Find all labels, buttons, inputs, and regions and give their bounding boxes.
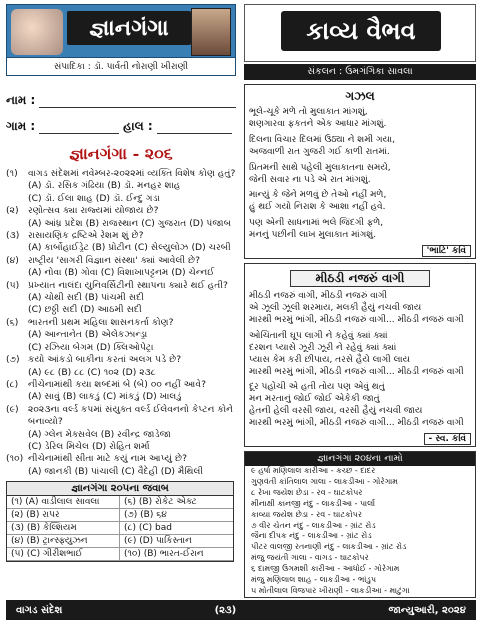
poet-name: - સ્વ. કવિ bbox=[424, 433, 471, 445]
quiz-title: જ્ઞાનગંગા - ૨૦૬ bbox=[69, 144, 173, 163]
question-item bbox=[6, 168, 236, 180]
question-item bbox=[6, 205, 236, 217]
question-number: (૧૦) bbox=[6, 453, 24, 465]
question-text: નીચેનામાંથી સીતા માટે કયું નામ આપ્યું છે? bbox=[28, 453, 187, 465]
poem-mithadi-body bbox=[249, 291, 471, 430]
question-options: (A) જાનકી (B) પાંચાલી (C) વૈદેહી (D) મૈથિલી bbox=[28, 465, 204, 477]
quiz-column bbox=[6, 4, 236, 596]
question-text: વાગડ સંદેશમાં નવેમ્બર-૨૦૨૨માં વ્યક્તિ વિશેષ કોણ હતું? bbox=[28, 168, 236, 179]
question-text: રાસાયણિક દ્રષ્ટિએ રેશમ શું છે? bbox=[28, 230, 144, 242]
winner-name: ૬ દામજી ઉગમશી કારીઆ - આધોઈ - ગોરેગામ bbox=[251, 564, 400, 574]
poem-stanza bbox=[249, 163, 471, 187]
question-item bbox=[6, 317, 236, 329]
question-text: રણોત્સવ ક્યા રાજ્યમાં યોજાય છે? bbox=[28, 205, 159, 217]
poem-line: માન્યું કે જેને મળવું છે તેઓ નહીં મળે, bbox=[249, 190, 387, 201]
answer-item: (૧૦) (B) ભારત-ઈરાન bbox=[120, 548, 233, 561]
poem-mithadi-title: મીઠડી નજરું વાગી bbox=[290, 270, 430, 287]
poem-line: મીઠડી નજરું વાગી, મીઠડી નજરું વાગી bbox=[249, 291, 388, 302]
question-number: (૫) bbox=[6, 279, 20, 291]
hal-label: હાલ : bbox=[123, 119, 153, 133]
hal-blank[interactable] bbox=[157, 120, 232, 134]
question-options: (A) આંધ્ર પ્રદેશ (B) રાજસ્થાન (C) ગુજરાત (D) પંજાબ bbox=[28, 217, 232, 229]
footer-date: જાન્યુઆરી, ૨૦૨૪ bbox=[388, 604, 466, 616]
question-options: (A) આન્તાનેત (B) એલેકઝાન્ડ્રા bbox=[28, 329, 148, 341]
question-item bbox=[6, 453, 236, 465]
answer-item: (૩) (B) કેલ્શિયમ bbox=[7, 522, 120, 535]
question-list bbox=[6, 168, 236, 478]
poem-ghazal bbox=[244, 84, 476, 259]
poem-stanza bbox=[249, 218, 471, 242]
winner-name: ૫ મોતીલાલ વિજપાર ખીરાણી - લાકડીઆ - માટુંગા bbox=[251, 586, 410, 595]
footer-publication: વાગડ સંદેશ bbox=[16, 604, 63, 616]
poetry-column bbox=[244, 4, 476, 596]
question-text: રાષ્ટ્રીય 'સાગરી વિજ્ઞાન સંસ્થા' ક્યાં આવેલી છે? bbox=[28, 254, 200, 266]
winner-name: મીનાક્ષી કાનજી નંદુ - લાકડીઆ - પાર્લા bbox=[251, 498, 376, 508]
winners-list bbox=[245, 466, 475, 597]
poem-line: પણ એની સાધનામાં ભલે જિંદગી ફળે, bbox=[249, 218, 384, 229]
village-blank[interactable] bbox=[39, 120, 119, 134]
poem-stanza bbox=[249, 291, 471, 327]
question-options: (C) ડૉ. ઈલા શાહ (D) ડૉ. ઈન્દુ ગડા bbox=[28, 192, 160, 204]
village-field-row bbox=[6, 112, 236, 134]
question-number: (૩) bbox=[6, 230, 20, 242]
question-options: (A) ચોથી સદી (B) પાંચમી સદી bbox=[28, 292, 144, 304]
answers-title: જ્ઞાનગંગા ૨૦૫ના જવાબ bbox=[7, 482, 233, 496]
question-item bbox=[6, 404, 236, 429]
winner-name: ૮ રેખા જયેશ છેડા - રવ - ઘાટકોપર bbox=[251, 487, 363, 497]
question-options: (A) ૯૮ (B) ૮૮ (C) ૧૦૨ (D) ૨૩૮ bbox=[28, 366, 156, 378]
answer-item: (૧) (A) વાડીલાલ સાવલા bbox=[7, 496, 120, 509]
page-footer bbox=[6, 600, 476, 620]
question-options: (C) છઠ્ઠી સદી (D) આઠમી સદી bbox=[28, 304, 142, 316]
poem-line: મારથી ભરમું ભાંગી, મીઠડી નજરું વાગી... મીઠડી નજરું વાગી bbox=[249, 314, 464, 325]
poem-line: મારથી ભરમું ભાંગી, મીઠડી નજરું વાગી... મીઠડી નજરું વાગી bbox=[249, 418, 464, 429]
question-options: (C) ડેરિલ મિચેલ (D) રોહિત શર્મા bbox=[28, 440, 150, 452]
question-number: (૬) bbox=[6, 316, 19, 328]
poem-line: ભૂલે-ચૂકે મળે તો મુલાકાત માંગશું, bbox=[249, 107, 368, 117]
winner-name: મંજુ મણિલાલ શાહ - લાકડીઆ - ભાંડુપ bbox=[251, 575, 377, 585]
poem-stanza bbox=[249, 135, 471, 159]
question-item bbox=[6, 255, 236, 267]
winner-name: ૯ હર્ષા મણિલાલ કારીઆ - કચ્છ - દાદર bbox=[251, 466, 376, 476]
winner-name: કાવ્યા જયેશ છેડા - રવ - ઘાટકોપર bbox=[251, 509, 362, 519]
banner-title: જ્ઞાનગંગા bbox=[67, 11, 191, 45]
page-number: (૨૩) bbox=[214, 604, 237, 616]
poem-ghazal-poet bbox=[249, 246, 471, 256]
poem-line: મન મરતાનું જોઈ જોઈ એકેકી જાતું bbox=[249, 394, 380, 405]
question-text: પ્રખ્યાત નાલંદા યુનિવર્સિટીની સ્થાપના ક્યારે થઈ હતી? bbox=[28, 279, 228, 291]
poem-line: દૂર પહોંચી એ હતી તોય પણ એવું થતું bbox=[249, 382, 385, 393]
question-options: (A) નોવા (B) ગોવા (C) વિશાખાપટ્ટનમ (D) ચેન્નઈ bbox=[28, 267, 215, 279]
question-text: ૨૦૨૩ના વર્લ્ડ કપમાં સંયુક્ત વર્લ્ડ ઈલેવનનો કેપ્ટન કોને બનાવ્યો? bbox=[28, 403, 233, 428]
winner-name: પીટર વાલજી રતનાણી નંદુ - લાકડીઆ - ગ્રાંટ રોડ bbox=[251, 542, 407, 552]
question-options: (A) ડૉ. રસિક ગંઢિયા (B) ડૉ. મનહર શાહ bbox=[28, 180, 181, 192]
answer-item: (૪) (B) ટ્રાન્સ્ફ્યુઝન bbox=[7, 535, 120, 548]
poem-line: હું થઈ ગયો નિરાશ કે આશા નહીં હવે. bbox=[249, 202, 386, 213]
poem-line: એ ઝૂલી ઝૂલી શરમાય, મલકી હૈયું નચવી જાય bbox=[249, 302, 422, 313]
poem-mithadi bbox=[244, 263, 476, 447]
editor-credit: સંપાદિકા : ડૉ. પાર્વતી નોરાણી ખીરાણી bbox=[7, 57, 235, 75]
question-item bbox=[6, 280, 236, 292]
poem-line: પ્રિતમની સાથે પહેલી મુલાકાતના સમયે, bbox=[249, 162, 391, 173]
question-number: (૭) bbox=[6, 354, 20, 366]
question-options: (C) રઝિયા બેગમ (D) ક્લિઓપેટ્રા bbox=[28, 341, 154, 353]
poem-ghazal-body bbox=[249, 107, 471, 242]
name-blank[interactable] bbox=[39, 94, 236, 108]
answers-box bbox=[6, 481, 234, 562]
poem-stanza bbox=[249, 382, 471, 430]
poem-line: હેતની હેલી વરસી જાય, વરસી હૈયું નચવી જાય bbox=[249, 406, 423, 417]
name-field-row bbox=[6, 86, 236, 108]
poem-line: પ્યાસ કેમ કરી છીપાય, તરસે હૈયે લાગી લાય bbox=[249, 354, 410, 365]
question-number: (૪) bbox=[6, 254, 19, 266]
kavya-title: કાવ્ય વૈભવ bbox=[281, 11, 441, 51]
answer-item: (૮) (C) bad bbox=[120, 522, 233, 535]
question-item bbox=[6, 379, 236, 391]
winner-name: ગુણવંતી કાંતિલાલ ગાલા - લાકડીઆ - ગોરેગામ bbox=[251, 476, 398, 486]
poem-stanza bbox=[249, 190, 471, 214]
poem-line: જેની સવાર ના પડે એ રાત માંગશું. bbox=[249, 174, 371, 185]
kavya-banner bbox=[244, 4, 476, 62]
poem-line: મારથી ભરમું ભાંગી, મીઠડી નજરું વાગી... મીઠડી નજરું વાગી bbox=[249, 366, 464, 377]
village-label: ગામ : bbox=[6, 119, 36, 133]
answer-item: (૯) (D) પાકિસ્તાન bbox=[120, 535, 233, 548]
question-options: (A) ગ્લેન મેક્સવેલ (B) રવીન્દ્ર જાડેજા bbox=[28, 428, 171, 440]
question-number: (૮) bbox=[6, 378, 19, 390]
poem-line: ઓચિંતાની ઘૂપ લાગી ને કહેવું ક્યાં ક્યાં bbox=[249, 330, 388, 341]
poem-line: મનનું પછીની લાખ મુલાકાત માંગશું. bbox=[249, 230, 377, 241]
winner-name: ૭ વીર ચેતન નંદુ - લાકડીઆ - ગ્રાંટ રોડ bbox=[251, 520, 376, 530]
poem-stanza bbox=[249, 331, 471, 379]
poem-line: શણગારવા ફકતને એક આધાર માંગશું. bbox=[249, 118, 387, 129]
poem-line: દિલના વિચાર દિલમાં ઉઠ્યા ને શમી ગયા, bbox=[249, 134, 395, 145]
winner-name: જૈના દીપક નંદુ - લાકડીઆ - ગ્રાંટ રોડ bbox=[251, 531, 372, 541]
winners-title: જ્ઞાનગંગા ૨૦૪ના નામો bbox=[245, 452, 475, 466]
answer-item: (૬) (B) રોકેટ એક્ટ bbox=[120, 496, 233, 509]
editor-photo bbox=[191, 8, 231, 56]
question-options: (A) કાર્બોહાઈડ્રેટ (B) પ્રોટીન (C) સેલ્યુલોઝ (D) ચરબી bbox=[28, 242, 231, 254]
question-number: (૧) bbox=[6, 168, 18, 179]
gyanganga-banner bbox=[6, 4, 236, 76]
name-label: નામ : bbox=[6, 93, 36, 107]
question-number: (૯) bbox=[6, 403, 19, 415]
winner-name: મંજુ જયંતી ગાલા - વાગડ - ઘાટકોપર bbox=[251, 553, 369, 563]
poem-mithadi-poet bbox=[249, 434, 471, 444]
poem-stanza bbox=[249, 107, 471, 131]
poem-line: દરશન પ્યાસે ઝૂરી ઝૂરી ને રહેવું ક્યાં ક્યાં bbox=[249, 342, 397, 353]
question-item bbox=[6, 230, 236, 242]
question-text: ભારતની પ્રથમ મહિલા શાસનકર્તા કોણ? bbox=[28, 316, 174, 328]
answers-grid bbox=[7, 496, 233, 561]
brain-image bbox=[11, 9, 63, 55]
winners-box bbox=[244, 451, 476, 598]
answer-item: (૫) (C) ગીરીશભાઈ bbox=[7, 548, 120, 561]
poem-ghazal-title: ગઝલ bbox=[345, 89, 375, 103]
answer-item: (૨) (B) રાપર bbox=[7, 509, 120, 522]
poet-name: 'ભાટિ' કવિ bbox=[422, 245, 471, 257]
poem-line: અજવાળી રાત ગુજરી ગઈ કાળી રાતમાં. bbox=[249, 146, 390, 157]
question-options: (A) સાવું (B) લાકડું (C) માંકડું (D) ખાલડું bbox=[28, 391, 182, 403]
question-text: કયો આંકડો બાકીના કરતાં અલગ પડે છે? bbox=[28, 354, 182, 366]
answer-item: (૭) (B) ૬૪ bbox=[120, 509, 233, 522]
question-number: (૨) bbox=[6, 205, 19, 217]
question-item bbox=[6, 354, 236, 366]
question-text: નીચેનામાંથી કયા શબ્દમાં બે (બે) ૦૦ નહીં આવે? bbox=[28, 378, 207, 390]
compiler-credit: સંકલન : ઉમગંગિકા સાવલા bbox=[244, 64, 476, 80]
